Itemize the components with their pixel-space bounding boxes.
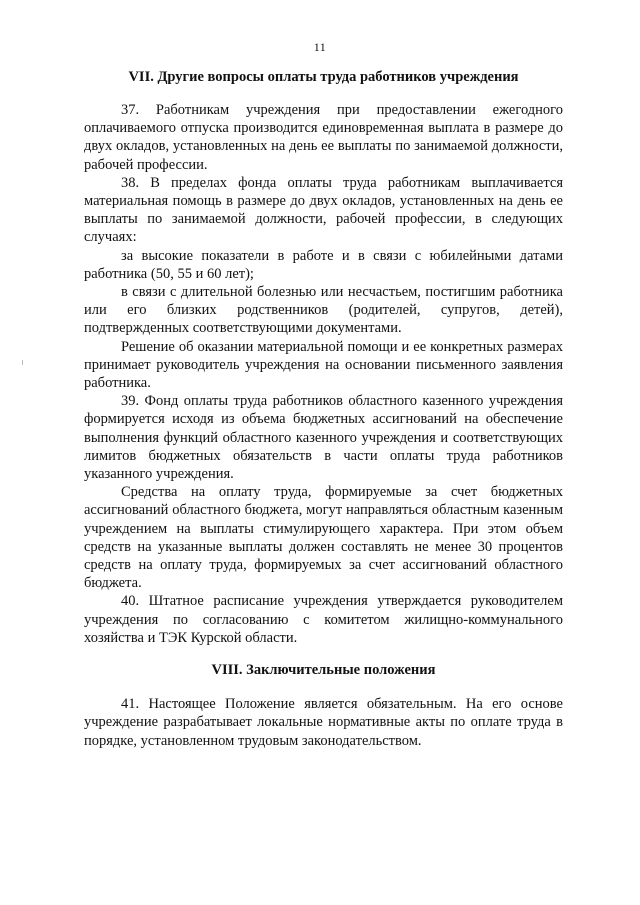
- paragraph-40: 40. Штатное расписание учреждения утверждается руководителем учреждения по согласованию с комитетом жилищно-коммунального хозяйства и ТЭК Курской области.: [84, 593, 563, 646]
- section-8-heading: VIII. Заключительные положения: [211, 662, 436, 679]
- paragraph-38: 38. В пределах фонда оплаты труда работникам выплачивается материальная помощь в размере до двух окладов, установленных на день ее выплаты по занимаемой должности, рабочей профессии, в следующих случаях:: [84, 174, 563, 246]
- section-7-heading: VII. Другие вопросы оплаты труда работников учреждения: [128, 69, 519, 85]
- scan-mark: [22, 360, 23, 365]
- paragraph-39: 39. Фонд оплаты труда работников областного казенного учреждения формируется исходя из объема бюджетных ассигнований на обеспечение выполнения функций областного казенного учреждения и соответствующих лимитов бюджетных обязательств в части оплаты труда работников указанного учреждения.: [84, 393, 563, 483]
- paragraph-41: 41. Настоящее Положение является обязательным. На его основе учреждение разрабатывает локальные нормативные акты по оплате труда в порядке, установленном трудовым законодательством.: [84, 696, 563, 749]
- paragraph-38-case-1: за высокие показатели в работе и в связи с юбилейными датами работника (50, 55 и 60 лет);: [84, 247, 563, 282]
- paragraph-37: 37. Работникам учреждения при предоставлении ежегодного оплачиваемого отпуска производится единовременная выплата в размере до двух окладов, установленных на день ее выплаты по занимаемой должности, рабочей профессии.: [84, 102, 563, 173]
- paragraph-38-decision: Решение об оказании материальной помощи и ее конкретных размерах принимает руководитель учреждения на основании письменного заявления работника.: [84, 338, 563, 392]
- page-number: 11: [313, 40, 327, 54]
- page-content: [84, 68, 563, 750]
- paragraph-38-case-2: в связи с длительной болезнью или несчастьем, постигшим работника или его близких родственников (родителей, супругов, детей), подтвержденных соответствующими документами.: [84, 284, 563, 337]
- paragraph-39-funds: Средства на оплату труда, формируемые за счет бюджетных ассигнований областного бюджета, могут направляться областным казенным учреждением на выплаты стимулирующего характера. При этом объем средств на указанные выплаты должен составлять не менее 30 процентов средств на оплату труда, формируемых за счет ассигнований областного бюджета.: [84, 484, 563, 592]
